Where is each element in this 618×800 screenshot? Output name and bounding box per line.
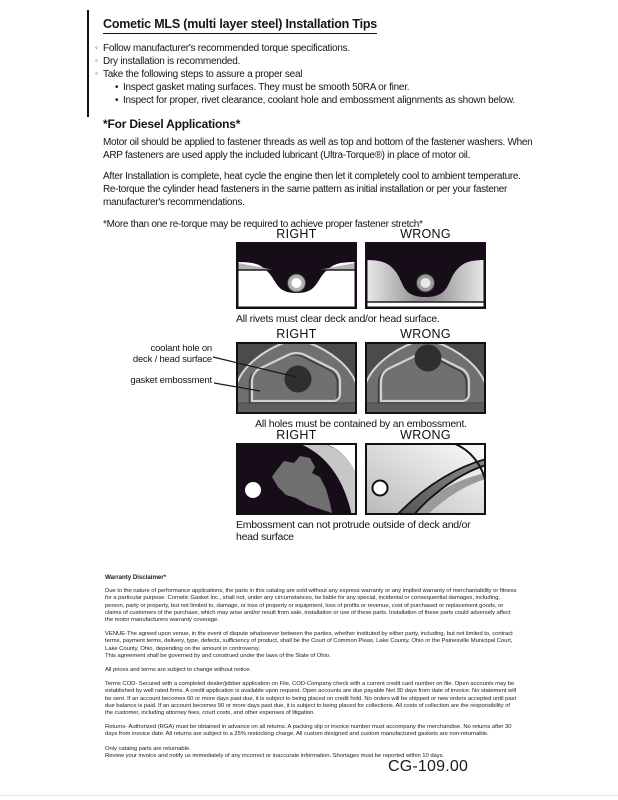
bullet-marker: • [115, 82, 119, 93]
diagram-row-deck-edge [236, 428, 486, 543]
right-label: RIGHT [276, 227, 317, 241]
diagram-labels [236, 227, 486, 242]
bullet-marker: • [115, 95, 119, 106]
left-edge-rule [87, 10, 89, 117]
warranty-paragraph: Only catalog parts are returnable. [105, 745, 191, 752]
list-item [95, 68, 535, 81]
warranty-paragraph: Review your invoice and notify us immediately of any incorrect or inaccurate information. Shortages must be reported within 10 days. [105, 752, 445, 759]
bullet-marker: ◦ [95, 69, 98, 78]
list-item [95, 55, 535, 68]
tip-text: Dry installation is recommended. [103, 56, 241, 67]
page-title: Cometic MLS (multi layer steel) Installation Tips [103, 17, 377, 34]
paragraph: Motor oil should be applied to fastener threads as well as top and bottom of the fastener washers. When ARP fasteners are used apply the included lubricant (Ultra-Torque®) in place of motor oil. [103, 136, 533, 161]
diagram-labels [236, 428, 486, 443]
wrong-label: WRONG [400, 327, 451, 341]
diagram-caption: All rivets must clear deck and/or head surface. [236, 313, 440, 325]
warranty-paragraph: This agreement shall be governed by and construed under the laws of the State of Ohio. [105, 652, 331, 659]
diagram-caption: All holes must be contained by an embossment. [255, 418, 467, 430]
page-bottom-edge [0, 795, 618, 796]
list-item [95, 42, 535, 55]
diagram-panels [236, 342, 486, 414]
gasket-embossment-annotation [104, 376, 212, 387]
warranty-heading: Warranty Disclaimer* [105, 574, 167, 581]
warranty-paragraph: All prices and terms are subject to change without notice. [105, 667, 252, 674]
tip-text: Follow manufacturer's recommended torque specifications. [103, 43, 350, 54]
annotation-text: coolant hole on [150, 343, 212, 354]
warranty-paragraph: VENUE-The agreed upon venue, in the event of dispute whatsoever between the parties, whether instituted by either party, including, but not limited to, contract terms, payment terms, delivery, type, defects, sufficiency of product, shall be the Court of Common Pleas, Lake County, Ohio or the Painesville Municipal Court, Lake County, Ohio, depending on the amount in controversy. [105, 631, 513, 652]
warranty-paragraph: Due to the nature of performance applications, the parts in this catalog are sold without any express warranty or any implied warranty of merchantability or fitness for a particular purpose. Cometic Gasket Inc., shall not, under any circumstances, be liable for any special, incidental or consequential damages, including, person, party or property, but not limited to, damage, or loss of property or equipment, loss of profits or revenue, cost of purchased or replacement goods, or claims of customers of the purchase, which may arise and/or result from sale, installation or use of these parts. Installation of these parts could adversely affect the motor manufacturers warranty coverage. [105, 588, 517, 624]
list-item [115, 81, 535, 94]
warranty-paragraph: Returns- Authorized (RGA) must be obtained in advance on all returns. A packing slip or invoice number must accompany the merchandise. No returns after 30 days from invoice date. All returns are subject to a 25% restocking charge. All custom designed and custom manufactured gaskets are non-returnable. [105, 724, 512, 738]
diagram-rivet-wrong [365, 242, 486, 309]
bullet-marker: ◦ [95, 56, 98, 65]
diagram-deck-wrong [365, 443, 486, 515]
diagram-labels [236, 327, 486, 342]
diagram-embossment-wrong [365, 342, 486, 414]
paragraph: After Installation is complete, heat cycle the engine then let it completely cool to ambient temperature. Re-torque the cylinder head fasteners in the same pattern as initial installation or per your fastener manufacturer's recommendations. [103, 171, 521, 208]
diagram-row-holes [236, 327, 486, 430]
warranty-disclaimer-section [105, 574, 517, 767]
diagram-panels [236, 242, 486, 309]
diagram-panels [236, 443, 486, 515]
installation-tips-list [95, 42, 535, 107]
bullet-marker: ◦ [95, 43, 98, 52]
warranty-paragraph: Terms COD- Secured with a completed dealer/jobber application on File, COD-Company check with a current credit card number on file. Open accounts may be established by well rated firms. A credit application is available upon request. Open accounts are due payable Net 30 days from date of invoice. No statement will be sent. If an account becomes 60 or more days past due, it is subject to being placed on credit hold. No orders will be shipped or new orders accepted until past due balance is paid. If an account becomes 90 or more days past due, it is subject to being placed for collections. All costs of collection are the responsibility of the customer, including attorney fees, court costs, and other expenses of litigation. [105, 681, 517, 717]
diagram-row-rivets [236, 227, 486, 325]
diagram-rivet-right [236, 242, 357, 309]
annotation-text: deck / head surface [132, 353, 212, 365]
diagram-caption: Embossment can not protrude outside of deck and/or head surface [236, 519, 471, 543]
wrong-label: WRONG [400, 428, 451, 442]
tip-text: Inspect gasket mating surfaces. They must be smooth 50RA or finer. [123, 82, 410, 93]
section-heading: *For Diesel Applications* [103, 117, 241, 131]
diesel-applications-section [103, 118, 533, 241]
right-label: RIGHT [276, 327, 317, 341]
tip-text: Take the following steps to assure a proper seal [103, 69, 303, 80]
right-label: RIGHT [276, 428, 317, 442]
list-item [115, 94, 535, 107]
coolant-hole-annotation [118, 344, 212, 365]
diagram-embossment-right [236, 342, 357, 414]
note-text: *More than one re-torque may be required to achieve proper fastener stretch* [103, 218, 423, 230]
annotation-text: gasket embossment [130, 375, 212, 386]
tip-text: Inspect for proper, rivet clearance, coolant hole and embossment alignments as shown below. [123, 95, 515, 106]
diagram-deck-right [236, 443, 357, 515]
wrong-label: WRONG [400, 227, 451, 241]
page-code: CG-109.00 [388, 758, 469, 775]
